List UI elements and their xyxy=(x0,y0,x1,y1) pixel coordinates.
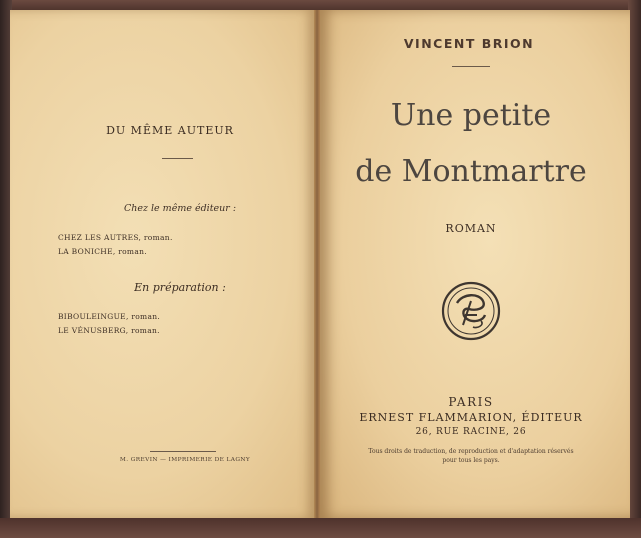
rights-notice-line-1: Tous droits de traduction, de reproduction et d'adaptation réservés xyxy=(368,448,574,455)
published-book-1: CHEZ LES AUTRES, roman. xyxy=(58,233,173,242)
in-preparation-label: En préparation : xyxy=(134,281,226,294)
preparation-book-1: BIBOULEINGUE, roman. xyxy=(58,312,161,321)
preparation-book-2: LE VÉNUSBERG, roman. xyxy=(58,326,160,335)
publisher-name: ERNEST FLAMMARION, ÉDITEUR xyxy=(359,411,583,424)
printer-line: M. GREVIN — IMPRIMERIE DE LAGNY xyxy=(119,457,251,463)
publication-place: PARIS xyxy=(448,395,494,409)
printer-rule xyxy=(150,451,216,452)
left-page xyxy=(10,10,316,518)
book-title-line-2: de Montmartre xyxy=(355,154,587,189)
publisher-note: Chez le même éditeur : xyxy=(123,203,237,214)
book-title-line-1: Une petite xyxy=(390,98,552,133)
cover-board-bottom xyxy=(0,518,641,538)
publisher-address: 26, RUE RACINE, 26 xyxy=(415,427,527,437)
heading-rule xyxy=(162,158,193,159)
book-gutter xyxy=(314,10,320,518)
rights-notice-line-2: pour tous les pays. xyxy=(442,457,500,464)
author-rule xyxy=(452,66,490,67)
genre-label: ROMAN xyxy=(445,222,497,235)
author-name: VINCENT BRION xyxy=(403,36,535,51)
same-author-heading: DU MÊME AUTEUR xyxy=(106,124,234,137)
published-book-2: LA BONICHE, roman. xyxy=(58,247,147,256)
title-page xyxy=(318,10,630,518)
flammarion-monogram-icon xyxy=(441,281,501,341)
